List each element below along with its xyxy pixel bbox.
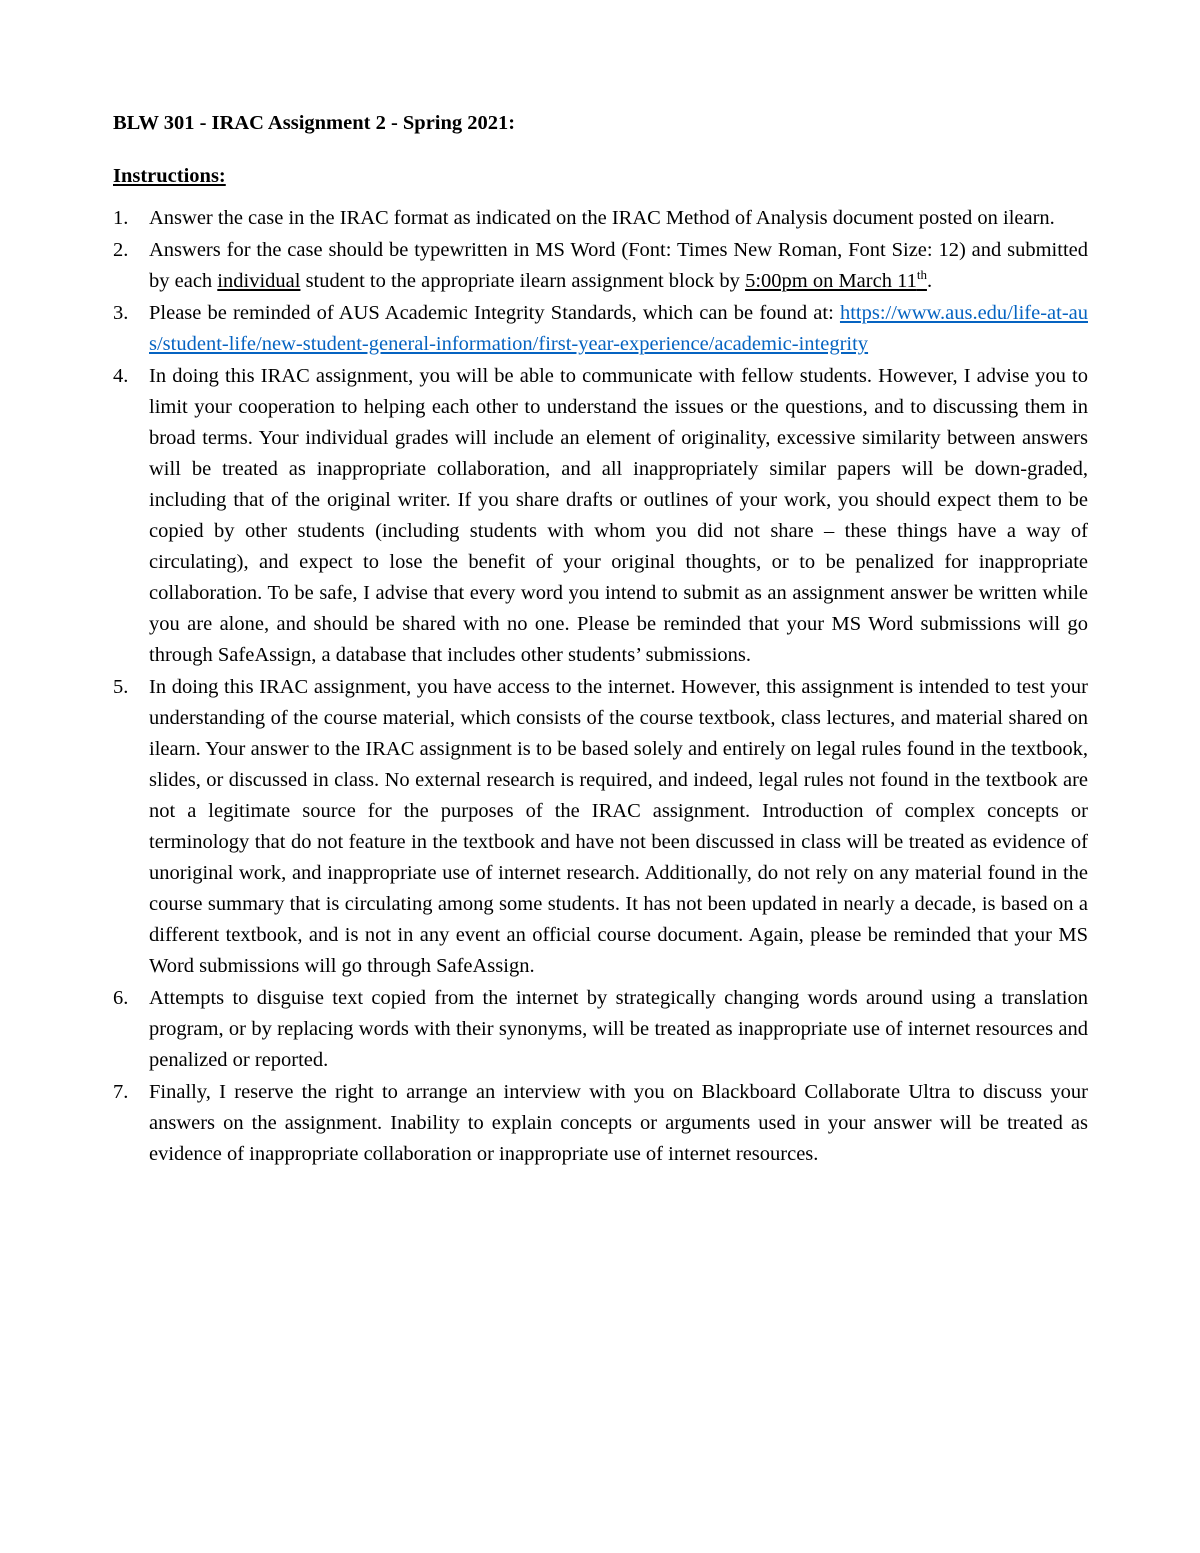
list-item-text: Attempts to disguise text copied from the internet by strategically changing words around using a translation program, or by replacing words with their synonyms, will be treated as inappropriate use of internet resources and penalized or reported. [149,987,1088,1071]
list-item [113,203,1088,234]
list-item-number: 7. [113,1081,129,1103]
deadline-date: 5:00pm on March 11 [745,270,917,292]
list-item-text: Answers for the case should be typewritten in MS Word (Font: Times New Roman, Font Size: 12) and submitted by each [149,239,1088,292]
list-item [113,361,1088,671]
list-item-text: student to the appropriate ilearn assignment block by [300,270,746,292]
list-item-text: In doing this IRAC assignment, you have access to the internet. However, this assignment is intended to test your understanding of the course material, which consists of the course textbook, class lectures, and material shared on ilearn. Your answer to the IRAC assignment is to be based solely and entirely on legal rules found in the textbook, slides, or discussed in class. No external research is required, and indeed, legal rules not found in the textbook are not a legitimate source for the purposes of the IRAC assignment. Introduction of complex concepts or terminology that do not feature in the textbook and have not been discussed in class will be treated as evidence of unoriginal work, and inappropriate use of internet research. Additionally, do not rely on any material found in the course summary that is circulating among some students. It has not been updated in nearly a decade, is based on a different textbook, and is not in any event an official course document. Again, please be reminded that your MS Word submissions will go through SafeAssign. [149,676,1088,977]
instructions-list [113,203,1088,1170]
list-item-text: Please be reminded of AUS Academic Integrity Standards, which can be found at: [149,302,840,324]
list-item-number: 3. [113,302,129,324]
list-item [113,298,1088,360]
instructions-heading: Instructions: [113,165,226,187]
document-title: BLW 301 - IRAC Assignment 2 - Spring 2021: [113,112,516,134]
list-item [113,672,1088,982]
list-item-number: 2. [113,239,129,261]
list-item [113,235,1088,297]
deadline-text [745,267,927,292]
emphasis-individual: individual [217,270,301,292]
list-item-text: Finally, I reserve the right to arrange an interview with you on Blackboard Collaborate Ultra to discuss your answers on the assignment. Inability to explain concepts or arguments used in your answer will be treated as evidence of inappropriate collaboration or inappropriate use of internet resources. [149,1081,1088,1165]
list-item-text: . [926,270,933,292]
list-item-number: 1. [113,207,129,229]
list-item [113,983,1088,1076]
list-item-number: 5. [113,676,129,698]
academic-integrity-link[interactable]: https://www.aus.edu/life-at-aus/student-life/new-student-general-information/first-year-experience/academic-integrity [149,302,1088,355]
deadline-ordinal-suffix: th [916,267,927,283]
list-item [113,1077,1088,1170]
document-content [113,108,1088,1171]
list-item-number: 6. [113,987,129,1009]
list-item-text: Answer the case in the IRAC format as indicated on the IRAC Method of Analysis document posted on ilearn. [149,207,1055,229]
list-item-text: In doing this IRAC assignment, you will be able to communicate with fellow students. However, I advise you to limit your cooperation to helping each other to understand the issues or the questions, and to discussing them in broad terms. Your individual grades will include an element of originality, excessive similarity between answers will be treated as inappropriate collaboration, and all inappropriately similar papers will be down-graded, including that of the original writer. If you share drafts or outlines of your work, you should expect them to be copied by other students (including students with whom you did not share – these things have a way of circulating), and expect to lose the benefit of your original thoughts, or to be penalized for inappropriate collaboration. To be safe, I advise that every word you intend to submit as an assignment answer be written while you are alone, and should be shared with no one. Please be reminded that your MS Word submissions will go through SafeAssign, a database that includes other students’ submissions. [149,365,1088,666]
list-item-number: 4. [113,365,129,387]
